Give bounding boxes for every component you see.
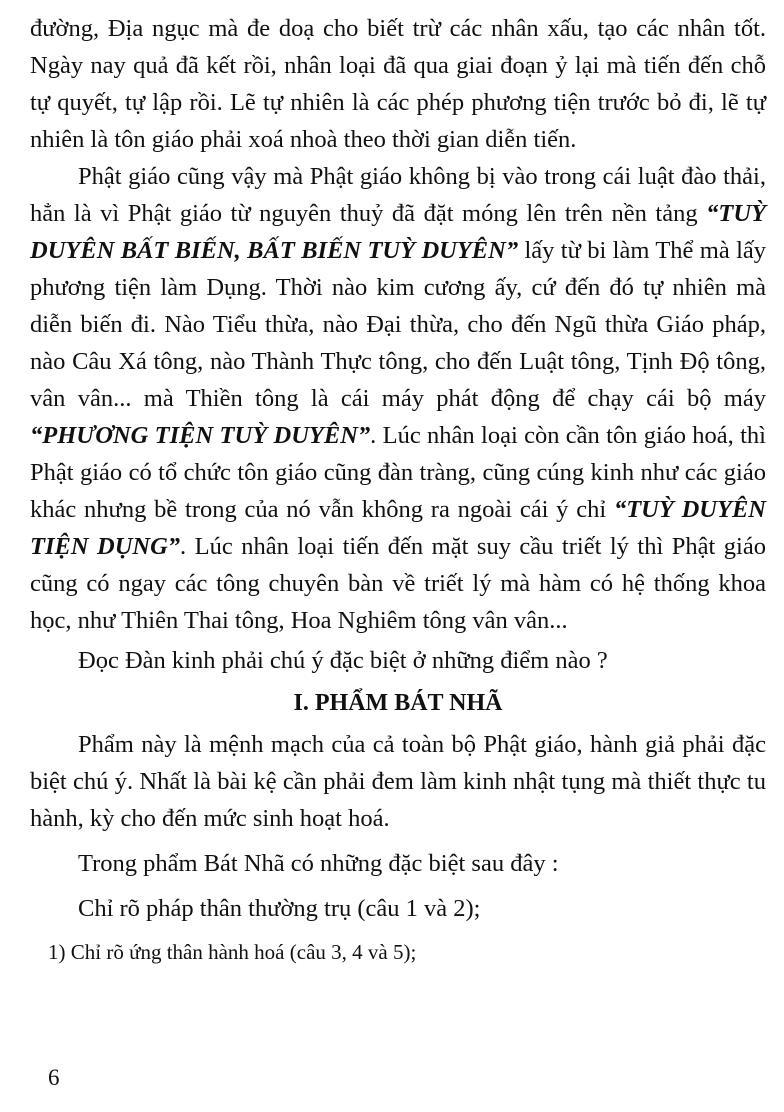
paragraph-4: Phẩm này là mệnh mạch của cả toàn bộ Phật giáo, hành giả phải đặc biệt chú ý. Nhất là bài kệ cần phải đem làm kinh nhật tụng mà thiết thực tu hành, kỳ cho đến mức sinh hoạt hoá. [30, 731, 766, 832]
emphasis-tuy-duyen-tien-dung: “TUỲ DUYÊN TIỆN DỤNG” [30, 496, 766, 560]
emphasis-tuy-duyen-bat-bien: “TUỲ DUYÊN BẤT BIẾN, BẤT BIẾN TUỲ DUYÊN” [30, 200, 766, 264]
list-item-1: 1) Chỉ rõ ứng thân hành hoá (câu 3, 4 và 5); [48, 940, 417, 964]
paragraph-6: Chỉ rõ pháp thân thường trụ (câu 1 và 2); [78, 895, 481, 922]
section-heading: I. PHẨM BÁT NHÃ [293, 690, 503, 716]
paragraph-2-text-b: lấy từ bi làm Thể mà lấy phương tiện làm Dụng. Thời nào kim cương ấy, cứ đến đó tự nhiên mà diễn biến đi. Nào Tiểu thừa, nào Đại thừa, cho đến Ngũ thừa Giáo pháp, nào Câu Xá tông, nào Thành Thực tông, cho đến Luật tông, Tịnh Độ tông, vân vân... mà Thiền tông là cái máy phát động để chạy cái bộ máy [30, 237, 767, 412]
page-body [30, 10, 766, 967]
paragraph-3: Đọc Đàn kinh phải chú ý đặc biệt ở những điểm nào ? [78, 647, 608, 674]
paragraph-2-text-a: Phật giáo cũng vậy mà Phật giáo không bị vào trong cái luật đào thải, hẳn là vì Phật giáo từ nguyên thuỷ đã đặt móng lên trên nền tảng [30, 163, 766, 227]
page-number: 6 [48, 1065, 60, 1090]
paragraph-2-text-c: . Lúc nhân loại còn cần tôn giáo hoá, thì Phật giáo có tổ chức tôn giáo cũng đàn tràng, cũng cúng kinh như các giáo khác nhưng bề trong của nó vẫn không ra ngoài cái ý chỉ [30, 422, 766, 523]
paragraph-1: đường, Địa ngục mà đe doạ cho biết trừ các nhân xấu, tạo các nhân tốt. Ngày nay quả đã kết rồi, nhân loại đã qua giai đoạn ỷ lại mà tiến đến chỗ tự quyết, tự lập rồi. Lẽ tự nhiên là các phép phương tiện trước bỏ đi, lẽ tự nhiên là tôn giáo phải xoá nhoà theo thời gian diễn tiến. [30, 15, 766, 153]
emphasis-phuong-tien-tuy-duyen: “PHƯƠNG TIỆN TUỲ DUYÊN” [30, 422, 371, 449]
paragraph-2-text-d: . Lúc nhân loại tiến đến mặt suy cầu triết lý thì Phật giáo cũng có ngay các tông chuyên bàn về triết lý mà hàm có hệ thống khoa học, như Thiên Thai tông, Hoa Nghiêm tông vân vân... [30, 533, 766, 634]
paragraph-2 [30, 158, 766, 639]
paragraph-5: Trong phẩm Bát Nhã có những đặc biệt sau đây : [78, 850, 559, 877]
